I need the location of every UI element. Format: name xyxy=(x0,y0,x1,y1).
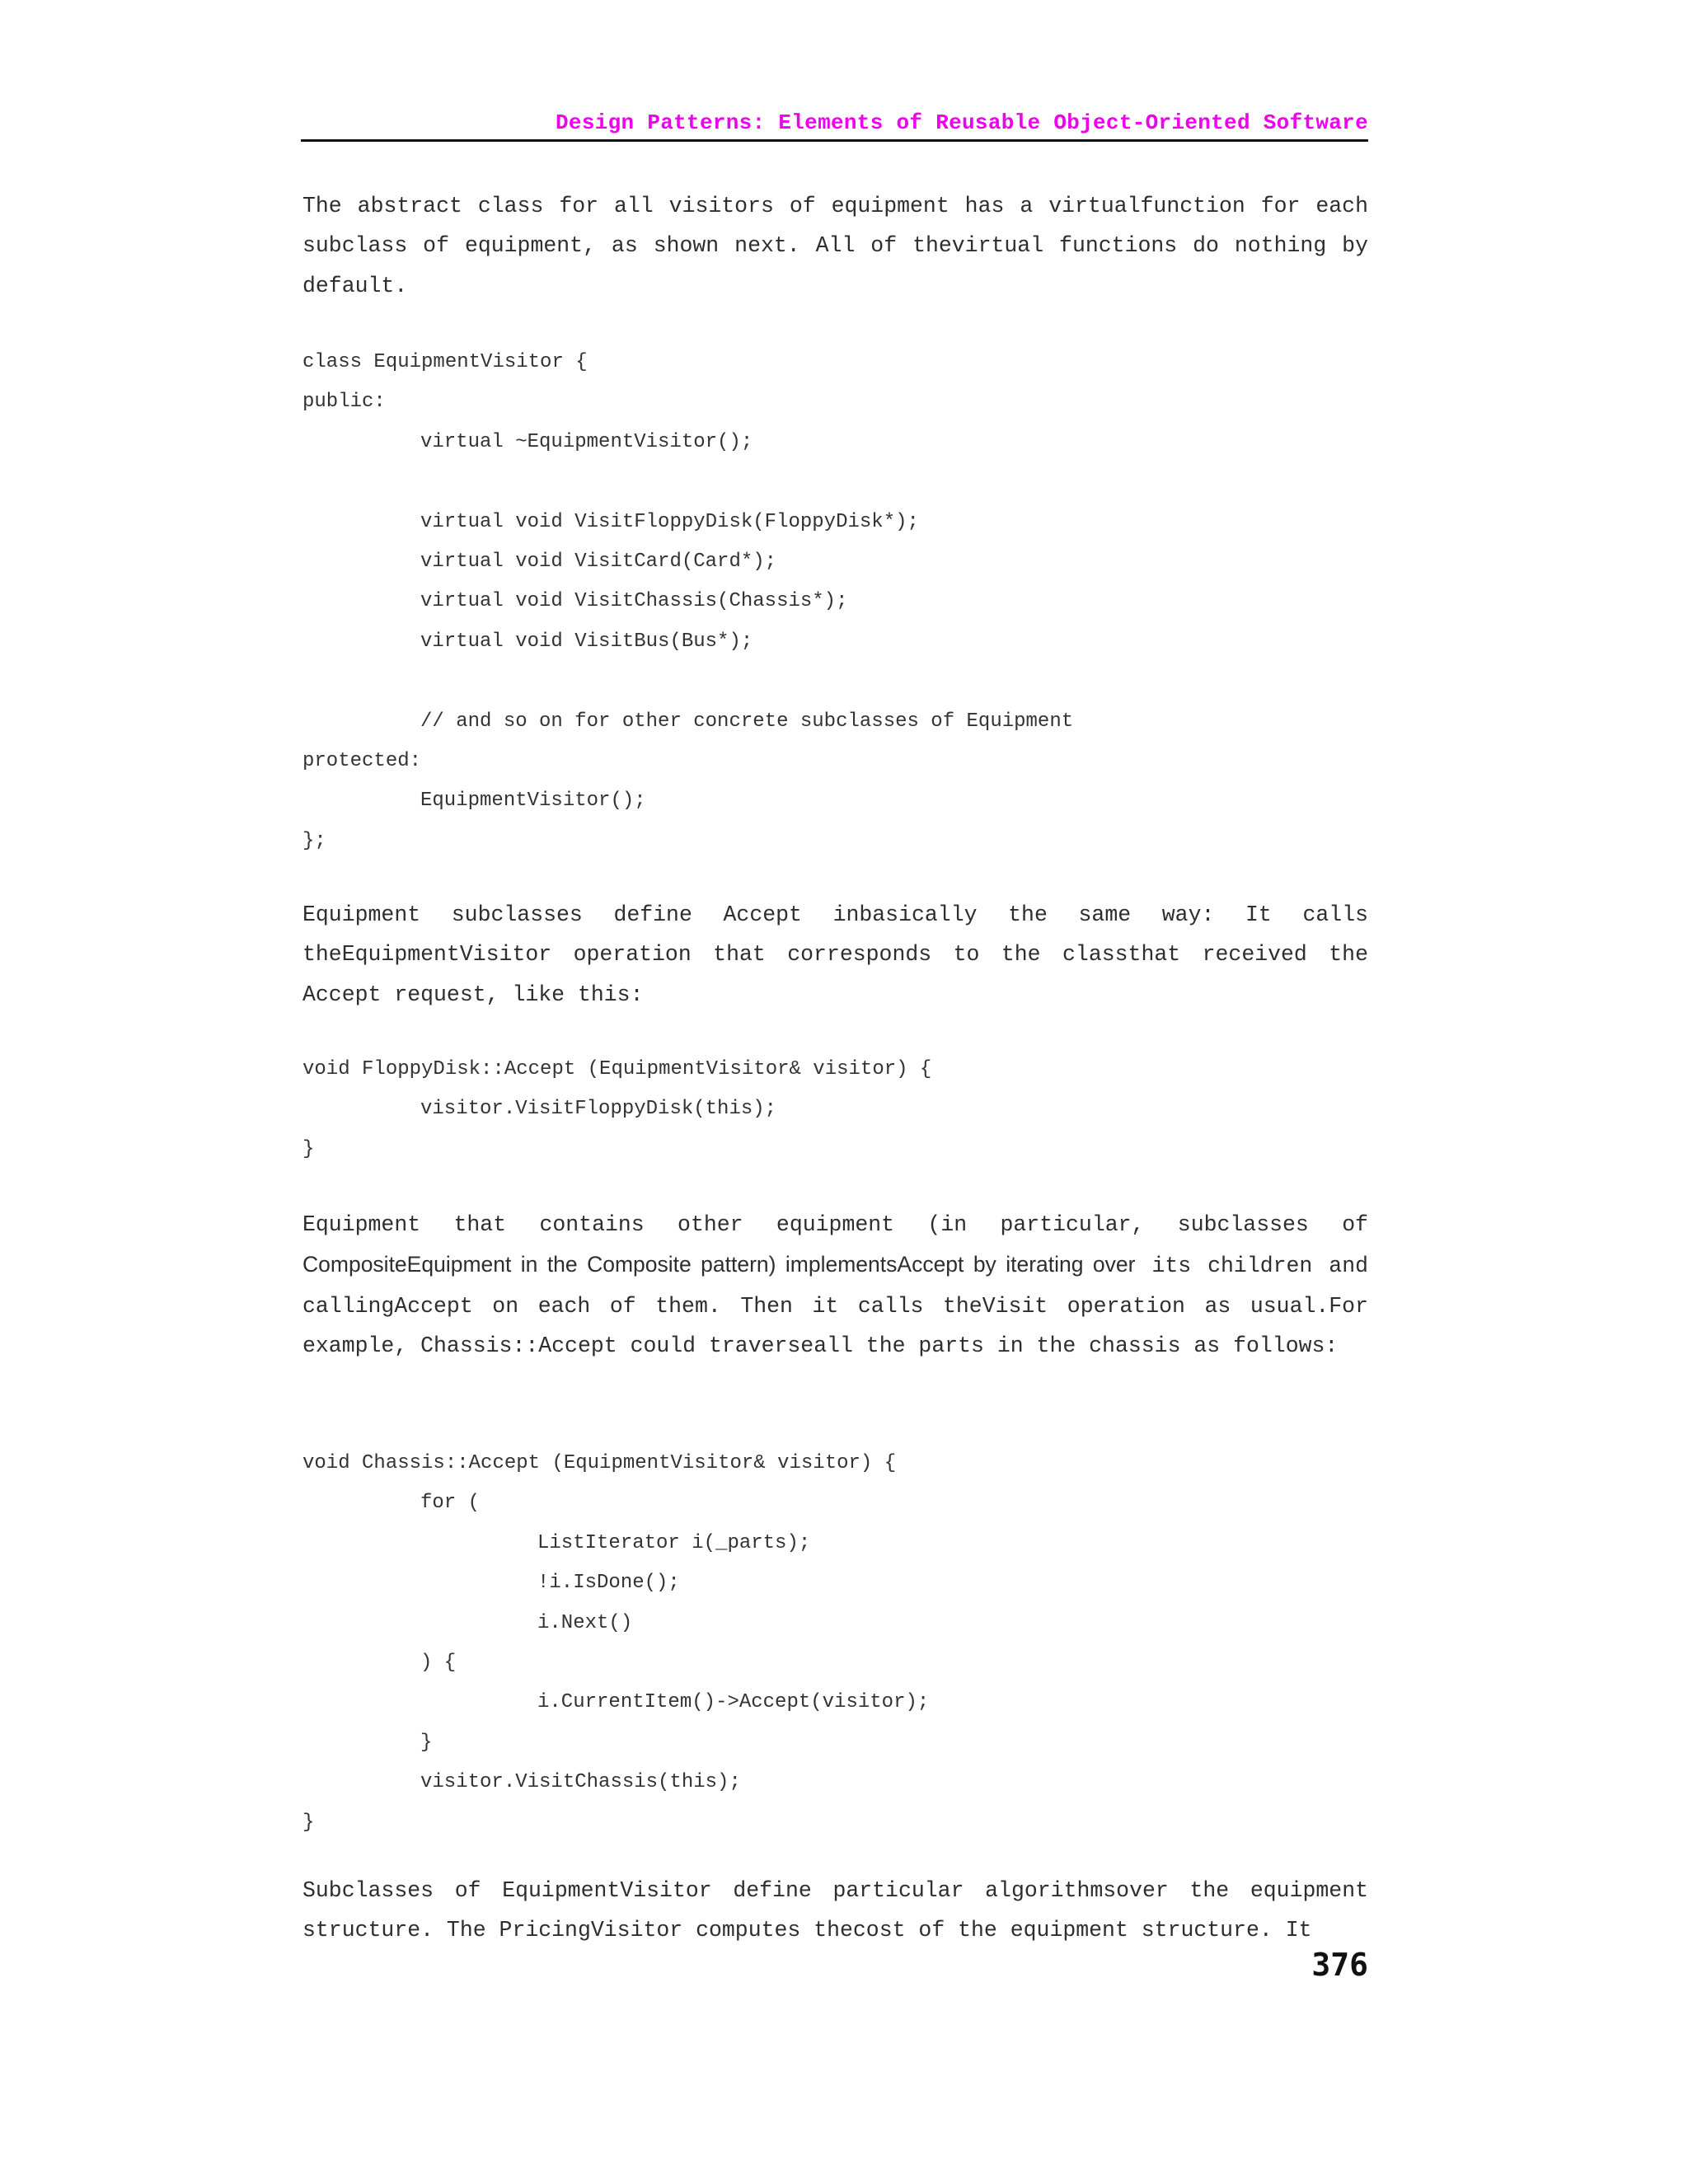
code-line: void FloppyDisk::Accept (EquipmentVisitor& visitor) { xyxy=(302,1058,932,1080)
code-line: // and so on for other concrete subclasses of Equipment xyxy=(420,710,1074,733)
code-line: }; xyxy=(302,829,326,852)
code-line: protected: xyxy=(302,749,422,772)
code-block-floppy-accept xyxy=(302,1050,1368,1169)
paragraph-accept-definition: Equipment subclasses define Accept inbasically the same way: It calls theEquipmentVisitor operation that corresponds to the classthat received the Accept request, like this: xyxy=(302,902,1368,1007)
paragraph-text: its children and callingAccept on each of them. Then it calls theVisit operation as usual.For example, Chassis::Accept could traverseall the parts in the chassis as follows: xyxy=(302,1254,1369,1359)
code-line: i.Next() xyxy=(537,1611,633,1634)
code-line: } xyxy=(302,1137,315,1160)
code-line: } xyxy=(302,1811,315,1834)
paragraph-visitor-intro: The abstract class for all visitors of equipment has a virtualfunction for each subclass of equipment, as shown next. All of thevirtual functions do nothing by default. xyxy=(302,194,1368,298)
running-header-title: Design Patterns: Elements of Reusable Object-Oriented Software xyxy=(556,110,1368,135)
code-line: } xyxy=(420,1731,433,1754)
code-line: virtual void VisitCard(Card*); xyxy=(420,550,777,573)
code-line: class EquipmentVisitor { xyxy=(302,351,588,373)
code-line: virtual void VisitBus(Bus*); xyxy=(420,630,753,653)
code-line: EquipmentVisitor(); xyxy=(420,790,646,813)
paragraph-subclasses: Subclasses of EquipmentVisitor define particular algorithmsover the equipment structure. The PricingVisitor computes thecost of the equipment structure. It xyxy=(302,1878,1368,1943)
code-block-equipment-visitor xyxy=(302,343,1368,861)
code-line: ListIterator i(_parts); xyxy=(537,1531,811,1554)
code-block-chassis-accept xyxy=(302,1444,1368,1843)
code-line: virtual void VisitFloppyDisk(FloppyDisk*); xyxy=(420,510,919,533)
code-line: virtual void VisitChassis(Chassis*); xyxy=(420,590,848,613)
code-line xyxy=(302,462,1368,502)
paragraph-composite-accept xyxy=(302,1205,1368,1366)
code-line: for ( xyxy=(420,1492,481,1515)
code-line: visitor.VisitChassis(this); xyxy=(420,1771,741,1794)
code-line: i.CurrentItem()->Accept(visitor); xyxy=(537,1691,930,1714)
paragraph-text: CompositeEquipment in the Composite pattern) implementsAccept by iterating over xyxy=(302,1252,1136,1277)
code-line: !i.IsDone(); xyxy=(537,1572,680,1595)
code-line: ) { xyxy=(420,1651,457,1674)
code-line: void Chassis::Accept (EquipmentVisitor& visitor) { xyxy=(302,1452,897,1474)
code-line: public: xyxy=(302,391,386,414)
paragraph-text: Equipment that contains other equipment (in particular, subclasses of xyxy=(302,1212,1368,1237)
page-number: 376 xyxy=(1311,1947,1368,1983)
code-line: visitor.VisitFloppyDisk(this); xyxy=(420,1098,777,1121)
code-line xyxy=(302,662,1368,701)
code-line: virtual ~EquipmentVisitor(); xyxy=(420,430,753,453)
header-divider xyxy=(301,139,1368,142)
